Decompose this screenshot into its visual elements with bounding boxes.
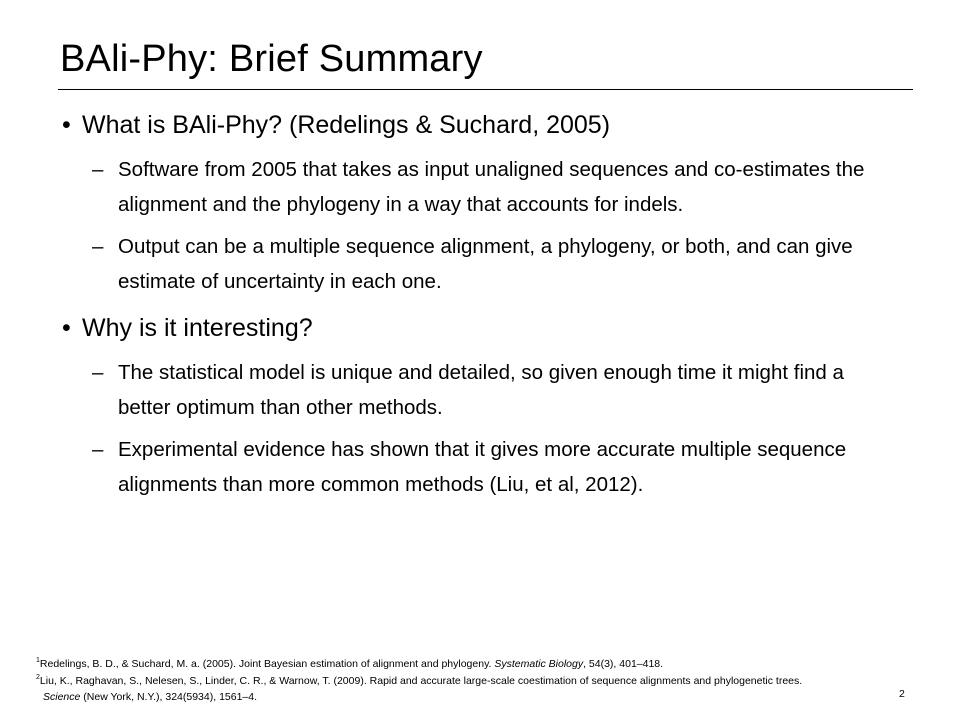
journal-name: Science	[43, 691, 81, 703]
journal-name: Systematic Biology	[494, 658, 584, 670]
sub-bullet-statistical-model	[62, 355, 892, 425]
sub-bullet-software	[62, 152, 892, 222]
bullet-marker: •	[62, 314, 71, 342]
footnote-number: 1	[36, 657, 40, 664]
footnote-2: $^2$Liu, K., Raghavan, S., Nelesen, S., Linder, C. R., & Warnow, T. (2009). Rapid and accurate large-scale coestimation of sequence alignments and phylogenetic trees.	[36, 673, 803, 687]
sub-bullet-text: Software from 2005 that takes as input unaligned sequences and co-estimates the alignment and the phylogeny in a way that accounts for indels.	[118, 158, 865, 216]
sub-bullet-marker: –	[92, 438, 104, 461]
bullet-what-is-baliphy	[62, 108, 892, 142]
slide-body	[62, 108, 892, 502]
sub-bullet-text: Experimental evidence has shown that it gives more accurate multiple sequence alignments than more common methods (Liu, et al, 2012).	[118, 438, 847, 496]
sub-bullet-output	[62, 229, 892, 299]
page-number: 2	[899, 688, 905, 700]
bullet-text: Why is it interesting?	[82, 314, 313, 342]
footnotes	[36, 656, 896, 706]
bullet-text: What is BAli-Phy? (Redelings & Suchard, 2005)	[82, 111, 611, 139]
footnote-1: $^1$Redelings, B. D., & Suchard, M. a. (2005). Joint Bayesian estimation of alignment and phylogeny. Systematic Biology, 54(3), 401–418.	[36, 657, 664, 670]
footnote-number: 2	[36, 673, 40, 681]
sub-bullet-text: The statistical model is unique and detailed, so given enough time it might find a better optimum than other methods.	[118, 361, 844, 419]
bullet-why-interesting	[62, 311, 892, 345]
sub-bullet-text: Output can be a multiple sequence alignment, a phylogeny, or both, and can give estimate of uncertainty in each one.	[118, 235, 853, 293]
sub-bullet-experimental-evidence	[62, 432, 892, 502]
bullet-marker: •	[62, 111, 71, 139]
footnote-2-continued: Science (New York, N.Y.), 324(5934), 1561–4.	[43, 691, 258, 703]
sub-bullet-marker: –	[92, 158, 104, 181]
sub-bullet-marker: –	[92, 361, 104, 384]
sub-bullet-marker: –	[92, 235, 104, 258]
title-underline	[58, 89, 913, 90]
slide-title: BAli-Phy: Brief Summary	[60, 38, 483, 80]
